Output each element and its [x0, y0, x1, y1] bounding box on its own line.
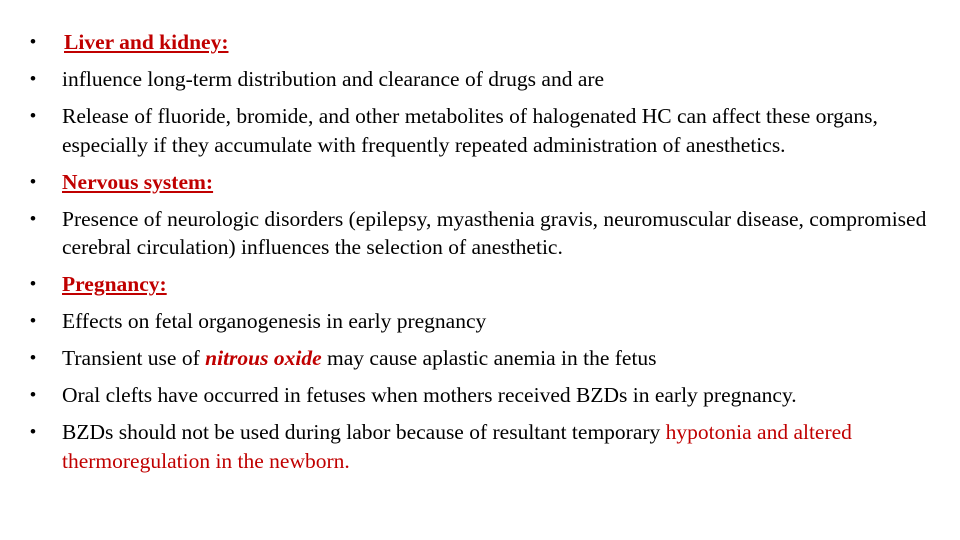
- bullet-item-bzds-labor: [30, 418, 958, 475]
- bullet-icon: •: [30, 348, 36, 367]
- bullet-icon: •: [30, 274, 36, 293]
- bullet-icon: •: [30, 106, 36, 125]
- bullet-text: Release of fluoride, bromide, and other metabolites of halogenated HC can affect these organs, especially if they accumulate with frequently repeated administration of anesthetics.: [62, 104, 878, 157]
- bullet-text-before: Transient use of: [62, 346, 206, 370]
- bullet-text: influence long-term distribution and clearance of drugs and are: [62, 67, 605, 91]
- bullet-icon: •: [30, 311, 36, 330]
- bullet-item-nitrous-oxide: [30, 344, 958, 373]
- bullet-item-neurologic-disorders: [30, 205, 958, 262]
- bullet-item-oral-clefts: [30, 381, 958, 410]
- bullet-text: Oral clefts have occurred in fetuses when mothers received BZDs in early pregnancy.: [62, 383, 797, 407]
- bullet-item-pregnancy: [30, 270, 958, 299]
- bullet-text-after: may cause aplastic anemia in the fetus: [321, 346, 657, 370]
- section-heading-nervous-system: Nervous system:: [62, 169, 214, 194]
- bullet-icon: •: [30, 422, 36, 441]
- bullet-icon: •: [30, 171, 36, 191]
- bullet-icon: •: [30, 32, 36, 51]
- bullet-item-fluoride: [30, 102, 958, 159]
- bullet-icon: •: [30, 69, 36, 88]
- bullet-item-nervous-system: [30, 168, 958, 197]
- bullet-item-distribution: [30, 65, 958, 94]
- bullet-icon: •: [30, 385, 36, 404]
- section-heading-pregnancy: Pregnancy:: [62, 272, 167, 296]
- bullet-text: Effects on fetal organogenesis in early pregnancy: [62, 309, 487, 333]
- bullet-icon: •: [30, 208, 36, 228]
- bullet-text-before: BZDs should not be used during labor because of resultant temporary: [62, 420, 666, 444]
- emphasis-nitrous-oxide: nitrous oxide: [205, 346, 322, 370]
- bullet-list: [30, 28, 958, 484]
- highlight-hypotonia: hypotonia and altered thermoregulation in the newborn.: [62, 420, 852, 473]
- bullet-item-organogenesis: [30, 307, 958, 336]
- section-heading-liver-kidney: Liver and kidney:: [64, 30, 229, 54]
- bullet-item-liver-kidney: [30, 28, 958, 57]
- bullet-text: Presence of neurologic disorders (epilepsy, myasthenia gravis, neuromuscular disease, compromised cerebral circulation) influences the selection of anesthetic.: [62, 206, 927, 259]
